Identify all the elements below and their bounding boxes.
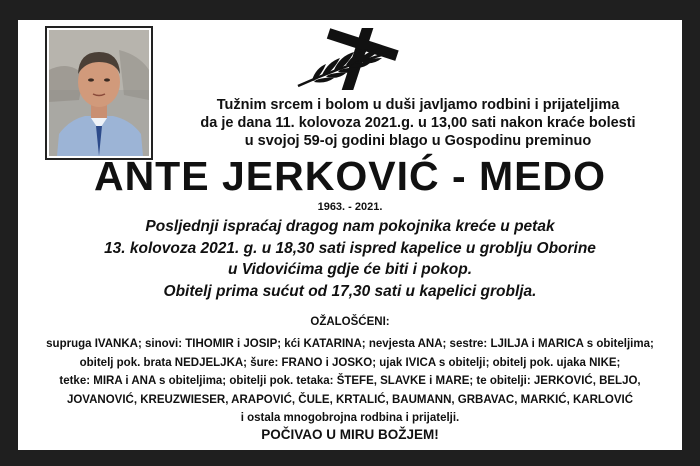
- mourners-line: supruga IVANKA; sinovi: TIHOMIR i JOSIP; kći KATARINA; nevjesta ANA; sestre: LJILJA i MARICA s obiteljima;: [46, 338, 654, 350]
- funeral-details: [18, 216, 682, 302]
- mourners-heading: OŽALOŠĆENI:: [310, 316, 390, 328]
- photo-frame: [45, 26, 153, 160]
- funeral-line: Obitelj prima sućut od 17,30 sati u kapelici groblja.: [163, 282, 537, 300]
- announcement-line: Tužnim srcem i bolom u duši javljamo rodbini i prijateljima: [216, 97, 620, 113]
- mourners-line: tetke: MIRA i ANA s obiteljima; obitelji pok. tetaka: ŠTEFE, SLAVKE i MARE; te obitelji: JERKOVIĆ, BELJO,: [59, 375, 641, 387]
- funeral-line: u Vidovićima gdje će biti i pokop.: [227, 261, 473, 278]
- portrait-photo: [49, 30, 149, 156]
- announcement-text: [168, 96, 668, 150]
- mourners-line: i ostala mnogobrojna rodbina i prijatelji.: [240, 412, 460, 424]
- funeral-line: 13. kolovoza 2021. g. u 18,30 sati ispred kapelice u groblju Oborine: [104, 239, 596, 257]
- mourners-line: obitelj pok. brata NEDJELJKA; šure: FRANO i JOSKO; ujak IVICA s obitelji; obitelj pok. ujaka NIKE;: [79, 356, 621, 369]
- deceased-name: ANTE JERKOVIĆ - MEDO: [93, 153, 607, 199]
- mourners-list: [18, 335, 682, 428]
- closing-phrase: POČIVAO U MIRU BOŽJEM!: [261, 427, 439, 442]
- cross-with-palm-branch-icon: [292, 28, 422, 90]
- life-years: 1963. - 2021.: [317, 201, 383, 213]
- announcement-line: da je dana 11. kolovoza 2021.g. u 13,00 sati nakon kraće bolesti: [200, 115, 636, 131]
- announcement-line: u svojoj 59-oj godini blago u Gospodinu preminuo: [244, 133, 592, 149]
- mourners-line: JOVANOVIĆ, KREUZWIESER, ARAPOVIĆ, ČULE, KRTALIĆ, BAUMANN, GRBAVAC, MARKIĆ, KARLOVIĆ: [66, 393, 634, 406]
- funeral-line: Posljednji ispraćaj dragog nam pokojnika kreće u petak: [145, 218, 555, 235]
- obituary-card: [18, 20, 682, 450]
